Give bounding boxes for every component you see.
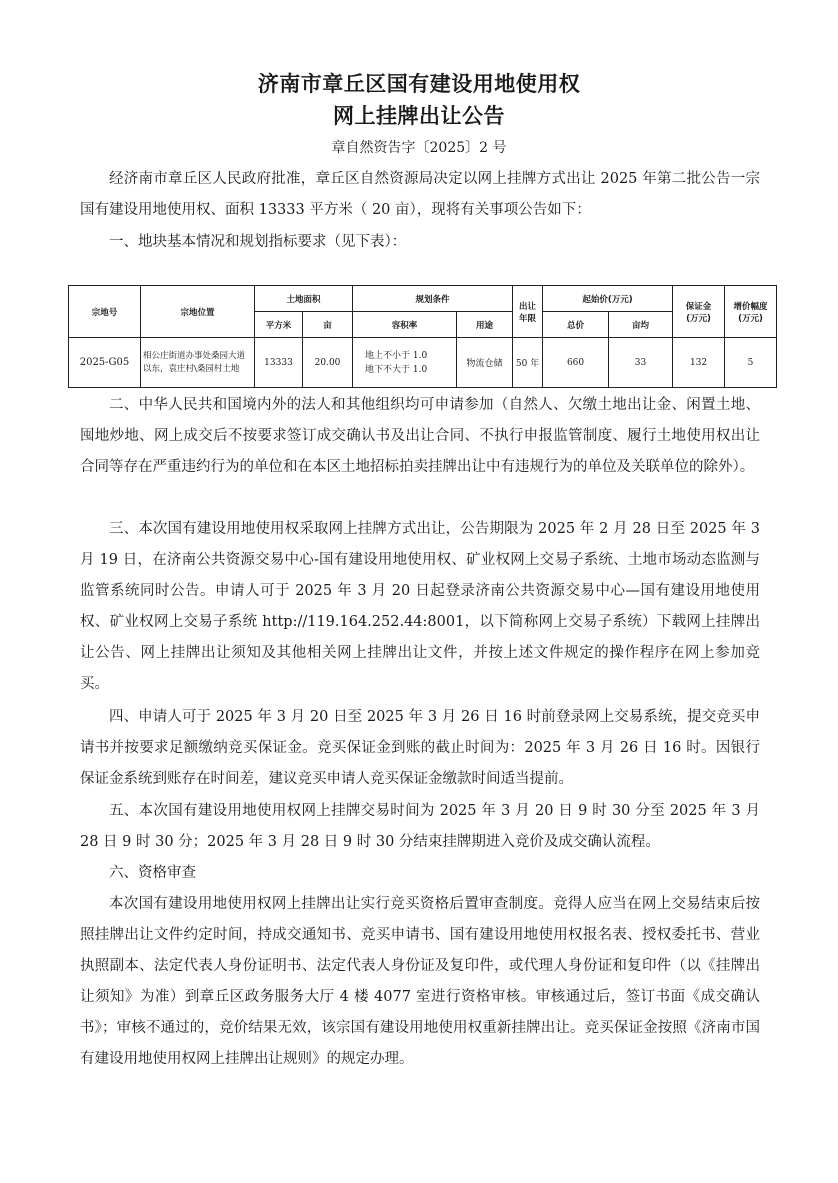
section-6-heading: 六、资格审查 bbox=[109, 865, 196, 881]
cell-area-mu: 20.00 bbox=[303, 338, 353, 388]
cell-price-per-mu: 33 bbox=[609, 338, 673, 388]
header-deposit-line1: 保证金 bbox=[685, 301, 712, 312]
header-price-per-mu: 亩均 bbox=[609, 312, 673, 338]
table-header-row-1 bbox=[69, 286, 777, 312]
header-area-group: 土地面积 bbox=[255, 286, 353, 312]
section-4-paragraph: 四、申请人可于 2025 年 3 月 20 日至 2025 年 3 月 26 日 16 时前登录网上交易系统，提交竞买申请书并按要求足额缴纳竞买保证金。竞买保证金到账的截止时间为：2025 年 3 月 26 日 16 时。因银行保证金系统到账存在时间差，建议竞买申请人竞买保证金缴款时间适当提前。 bbox=[80, 709, 760, 787]
section-2-paragraph: 二、中华人民共和国境内外的法人和其他组织均可申请参加（自然人、欠缴土地出让金、闲置土地、囤地炒地、网上成交后不按要求签订成交确认书及出让合同、不执行申报监管制度、履行土地使用权出让合同等存在严重违约行为的单位和在本区土地招标拍卖挂牌出让中有违规行为的单位及关联单位的除外）。 bbox=[80, 397, 760, 475]
cell-increment: 5 bbox=[725, 338, 777, 388]
cell-term: 50 年 bbox=[513, 338, 543, 388]
header-term-line1: 出让 bbox=[519, 301, 537, 312]
header-area-sqm: 平方米 bbox=[255, 312, 303, 338]
header-increment-line1: 增价幅度 bbox=[733, 301, 768, 312]
cell-far bbox=[353, 338, 457, 388]
section-6-paragraph: 本次国有建设用地使用权网上挂牌出让实行竞买资格后置审查制度。竞得人应当在网上交易结束后按照挂牌出让文件约定时间，持成交通知书、竞买申请书、国有建设用地使用权报名表、授权委托书、营业执照副本、法定代表人身份证明书、法定代表人身份证及复印件，或代理人身份证和复印件（以《挂牌出让须知》为准）到章丘区政务服务大厅 4 楼 4077 室进行资格审核。审核通过后，签订书面《成交确认书》；审核不通过的，竞价结果无效，该宗国有建设用地使用权重新挂牌出让。竞买保证金按照《济南市国有建设用地使用权网上挂牌出让规则》的规定办理。 bbox=[80, 896, 760, 1067]
header-code: 宗地号 bbox=[69, 286, 141, 338]
title-line-1: 济南市章丘区国有建设用地使用权 bbox=[257, 72, 581, 96]
intro-paragraph: 经济南市章丘区人民政府批准，章丘区自然资源局决定以网上挂牌方式出让 2025 年第二批公告一宗国有建设用地使用权、面积 13333 平方米（ 20 亩），现将有关事项公告如下： bbox=[80, 171, 760, 218]
header-deposit bbox=[673, 286, 725, 338]
cell-far-line1: 地上不小于 1.0 bbox=[365, 350, 428, 361]
land-parcel-table bbox=[68, 285, 777, 388]
header-use: 用途 bbox=[457, 312, 513, 338]
header-price-total: 总价 bbox=[543, 312, 609, 338]
cell-area-sqm: 13333 bbox=[255, 338, 303, 388]
cell-location: 相公庄街道办事处桑园大道以东，袁庄村\桑园村土地 bbox=[141, 338, 255, 388]
header-deposit-line2: (万元) bbox=[686, 313, 711, 324]
cell-code: 2025-G05 bbox=[69, 338, 141, 388]
cell-price-total: 660 bbox=[543, 338, 609, 388]
header-area-mu: 亩 bbox=[303, 312, 353, 338]
header-price-group: 起始价(万元) bbox=[543, 286, 673, 312]
header-term bbox=[513, 286, 543, 338]
header-increment-line2: (万元) bbox=[738, 313, 763, 324]
title-line-2: 网上挂牌出让公告 bbox=[333, 104, 505, 128]
section-1-heading: 一、地块基本情况和规划指标要求（见下表）： bbox=[109, 234, 407, 250]
header-far: 容积率 bbox=[353, 312, 457, 338]
section-5-paragraph: 五、本次国有建设用地使用权网上挂牌交易时间为 2025 年 3 月 20 日 9 时 30 分至 2025 年 3 月 28 日 9 时 30 分；2025 年 3 月 28 日 9 时 30 分结束挂牌期进入竞价及成交确认流程。 bbox=[80, 803, 760, 850]
cell-use: 物流仓储 bbox=[457, 338, 513, 388]
section-3-paragraph: 三、本次国有建设用地使用权采取网上挂牌方式出让，公告期限为 2025 年 2 月 28 日至 2025 年 3 月 19 日，在济南公共资源交易中心-国有建设用地使用权、矿业权网上交易子系统、土地市场动态监测与监管系统同时公告。申请人可于 2025 年 3 月 20 日起登录济南公共资源交易中心—国有建设用地使用权、矿业权网上交易子系统 http://119.164.252.44:8001，以下简称网上交易子系统）下载网上挂牌出让公告、网上挂牌出让须知及其他相关网上挂牌出让文件，并按上述文件规定的操作程序在网上参加竞买。 bbox=[80, 521, 760, 692]
cell-far-line2: 地下不大于 1.0 bbox=[365, 364, 428, 375]
document-number: 章自然资告字〔2025〕2 号 bbox=[331, 140, 507, 156]
header-term-line2: 年限 bbox=[519, 313, 537, 324]
cell-deposit: 132 bbox=[673, 338, 725, 388]
header-plan-group: 规划条件 bbox=[353, 286, 513, 312]
table-row bbox=[69, 338, 777, 388]
header-increment bbox=[725, 286, 777, 338]
header-location: 宗地位置 bbox=[141, 286, 255, 338]
